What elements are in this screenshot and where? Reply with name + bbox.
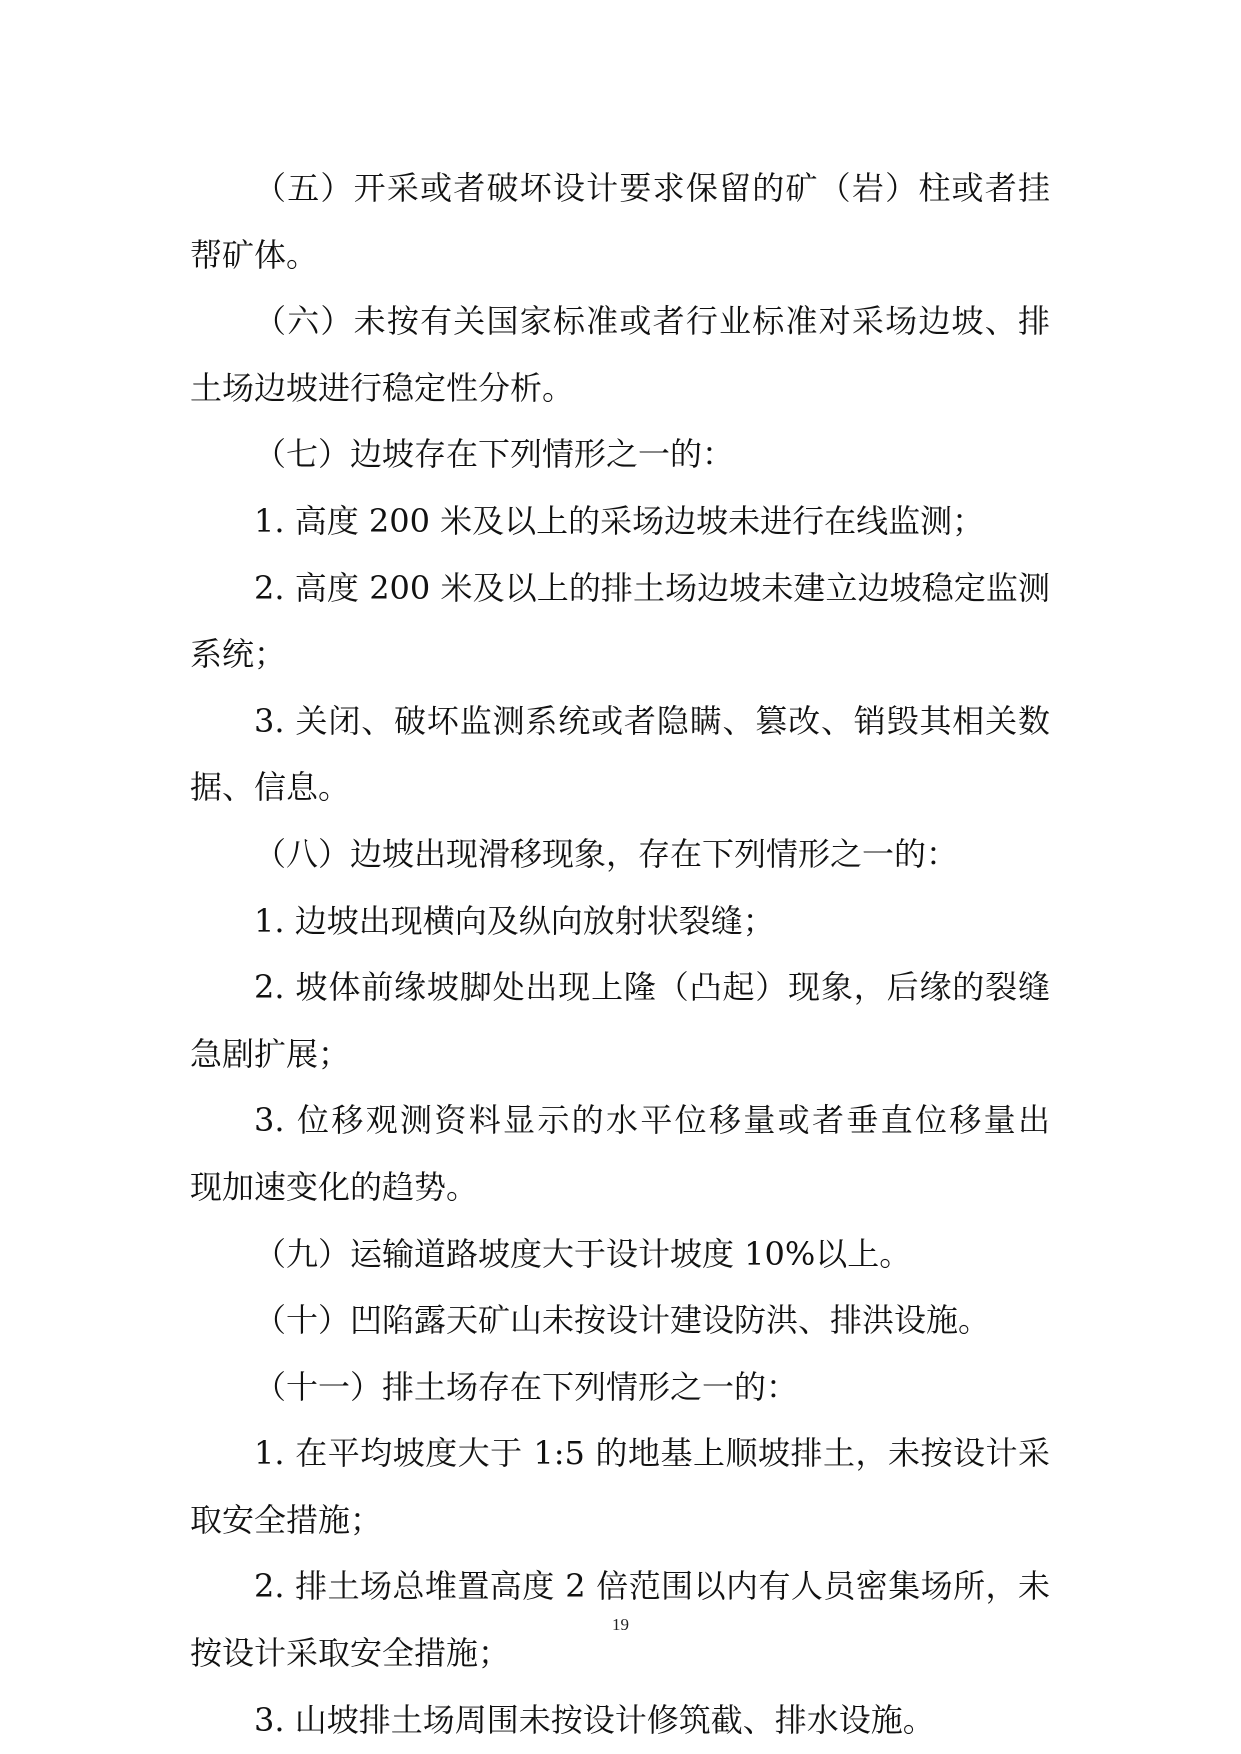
text-line: 3. 山坡排土场周围未按设计修筑截、排水设施。 — [254, 1700, 935, 1739]
text-line: （九）运输道路坡度大于设计坡度 10%以上。 — [254, 1234, 912, 1273]
text-line: 帮矿体。 — [190, 235, 319, 274]
text-line: （十一）排土场存在下列情形之一的： — [254, 1367, 799, 1406]
text-line: （六）未按有关国家标准或者行业标准对采场边坡、排 — [254, 302, 1050, 341]
page-number: 19 — [612, 1615, 629, 1634]
text-line: （七）边坡存在下列情形之一的： — [254, 435, 735, 474]
text-line: 急剧扩展； — [190, 1034, 351, 1073]
text-line: 2. 高度 200 米及以上的排土场边坡未建立边坡稳定监测 — [254, 568, 1050, 607]
text-line: 土场边坡进行稳定性分析。 — [190, 368, 575, 407]
text-line: 现加速变化的趋势。 — [190, 1167, 479, 1206]
text-line: 系统； — [190, 635, 287, 674]
text-line: 2. 坡体前缘坡脚处出现上隆（凸起）现象，后缘的裂缝 — [254, 968, 1050, 1007]
document-body — [190, 155, 1050, 1753]
text-line: 据、信息。 — [190, 768, 351, 807]
text-line: 3. 位移观测资料显示的水平位移量或者垂直位移量出 — [254, 1101, 1050, 1140]
text-line: 1. 边坡出现横向及纵向放射状裂缝； — [254, 901, 775, 940]
text-line: （十）凹陷露天矿山未按设计建设防洪、排洪设施。 — [254, 1301, 991, 1340]
text-line: 3. 关闭、破坏监测系统或者隐瞒、篡改、销毁其相关数 — [254, 701, 1050, 740]
text-line: 1. 高度 200 米及以上的采场边坡未进行在线监测； — [254, 501, 985, 540]
text-line: （五）开采或者破坏设计要求保留的矿（岩）柱或者挂 — [254, 169, 1050, 207]
text-line: 按设计采取安全措施； — [190, 1634, 511, 1673]
text-line: 1. 在平均坡度大于 1:5 的地基上顺坡排土，未按设计采 — [254, 1434, 1050, 1473]
text-line: （八）边坡出现滑移现象，存在下列情形之一的： — [254, 834, 959, 873]
text-line: 2. 排土场总堆置高度 2 倍范围以内有人员密集场所，未 — [254, 1567, 1050, 1606]
text-line: 取安全措施； — [190, 1500, 383, 1539]
